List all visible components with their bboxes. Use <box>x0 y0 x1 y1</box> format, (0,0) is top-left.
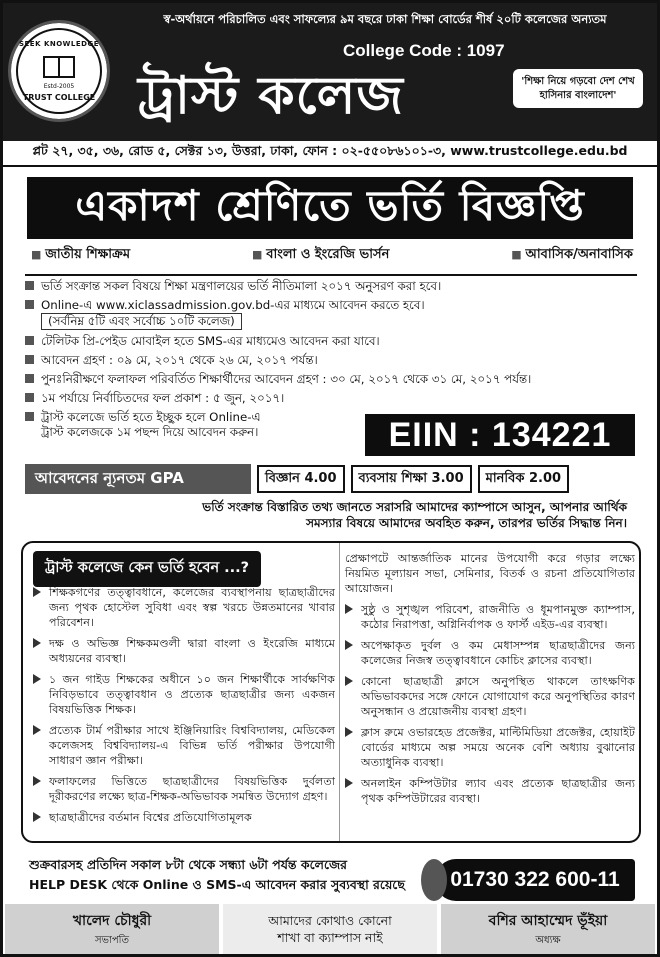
tag-curriculum: ■ জাতীয় শিক্ষাক্রম <box>31 245 130 266</box>
arrow-bullet-icon <box>33 725 41 735</box>
arrow-bullet-icon <box>33 812 41 822</box>
square-bullet-icon <box>25 355 34 364</box>
arrow-bullet-icon <box>33 587 41 597</box>
principal-name: বশির আহাম্মেদ ভূঁইয়া <box>488 912 608 929</box>
slogan-box: 'শিক্ষা নিয়ে গড়বো দেশ শেখ হাসিনার বাংলাদেশ' <box>513 69 643 108</box>
tag-residential: ■ আবাসিক/অনাবাসিক <box>511 245 633 266</box>
rule-item <box>25 388 637 407</box>
list-item-text: অনলাইন কম্পিউটার ল্যাব এবং প্রত্যেক ছাত্রছাত্রীর জন্য পৃথক কম্পিউটারের ব্যবস্থা। <box>361 777 635 805</box>
list-item-text: প্রেক্ষাপটে আন্তর্জাতিক মানের উপযোগী করে গড়ার লক্ষ্যে নিয়মিত মূল্যায়ন সভা, সেমিনার, বিতর্ক ও রচনা প্রতিযোগিতার আয়োজন। <box>345 552 635 595</box>
list-item-text: ১ জন গাইড শিক্ষকের অধীনে ১০ জন শিক্ষার্থীকে সার্বক্ষণিক নিবিড়ভাবে তত্ত্বাবধান ও প্রত্যেক ছাত্রছাত্রীর জন্য একজন বিষয়ভিত্তিক শিক্ষক। <box>49 673 335 716</box>
rule-item <box>25 350 637 369</box>
college-logo <box>11 23 107 119</box>
list-item <box>345 776 635 806</box>
why-left-column <box>33 585 335 831</box>
no-branch-line1: আমাদের কোথাও কোনো <box>268 913 392 928</box>
list-item <box>33 672 335 717</box>
list-item <box>33 723 335 768</box>
square-bullet-icon <box>25 374 34 383</box>
arrow-bullet-icon <box>345 676 353 686</box>
gpa-business: ব্যবসায় শিক্ষা 3.00 <box>351 465 472 493</box>
phone-number-badge[interactable] <box>435 859 635 901</box>
footer <box>3 904 657 954</box>
list-item-text: ছাত্রছাত্রীদের বর্তমান বিশ্বের প্রতিযোগিতামূলক <box>49 811 252 824</box>
college-name: ট্রাস্ট কলেজ <box>138 66 404 126</box>
rule-text: Online-এ www.xiclassadmission.gov.bd-এর মাধ্যমে আবেদন করতে হবে। <box>41 298 425 312</box>
footer-principal <box>441 904 655 954</box>
list-item-text: ক্লাস রুমে ওভারহেড প্রজেক্টর, মাল্টিমিডিয়া প্রজেক্টর, হোয়াইট বোর্ডের মাধ্যমে অল্প সময়ে অনেক বেশি অধ্যায় বুঝানোর অত্যাধুনিক ব্যবস্থা। <box>361 726 635 769</box>
footer-no-branch-note <box>223 904 437 954</box>
notice-banner: একাদশ শ্রেণিতে ভর্তি বিজ্ঞপ্তি <box>27 177 633 239</box>
square-bullet-icon <box>25 393 34 402</box>
gpa-humanities: মানবিক 2.00 <box>478 465 569 493</box>
book-icon <box>43 56 75 78</box>
rule-text-cont: ট্রাস্ট কলেজকে ১ম পছন্দ দিয়ে আবেদন করুন। <box>41 425 259 439</box>
rule-text: ট্রাস্ট কলেজে ভর্তি হতে ইচ্ছুক হলে Online-এ <box>41 410 261 424</box>
list-item-text: সুষ্ঠু ও সুশৃঙ্খল পরিবেশ, রাজনীতি ও ধূমপানমুক্ত ক্যাম্পাস, কঠোর নিরাপত্তা, অগ্নিনির্বাপক ও ফার্স্ট এইড-এর ব্যবস্থা। <box>361 603 635 631</box>
logo-seal <box>16 28 102 114</box>
arrow-bullet-icon <box>345 640 353 650</box>
rule-text: আবেদন গ্রহণ : ০৯ মে, ২০১৭ থেকে ২৬ মে, ২০১৭ পর্যন্ত। <box>41 353 318 367</box>
tagline: স্ব-অর্থায়নে পরিচালিত এবং সাফল্যের ৯ম বছরে ঢাকা শিক্ষা বোর্ডের শীর্ষ ২০টি কলেজের অন্যতম <box>163 12 607 26</box>
tag-version: ■ বাংলা ও ইংরেজি ভার্সন <box>252 245 389 266</box>
principal-role: অধ্যক্ষ <box>535 934 561 946</box>
arrow-bullet-icon <box>33 638 41 648</box>
helpdesk-section <box>19 849 639 905</box>
address-line: প্লট ২৭, ৩৫, ৩৬, রোড ৫, সেক্টর ১৩, উত্তরা, ঢাকা, ফোন : ০২-৫৫০৮৬১০১-৩, www.trustcollege.edu.bd <box>3 141 657 167</box>
college-code: College Code : 1097 <box>343 41 505 60</box>
college-choice-note: (সর্বনিম্ন ৫টি এবং সর্বোচ্চ ১০টি কলেজ) <box>41 313 242 330</box>
arrow-bullet-icon <box>345 778 353 788</box>
arrow-bullet-icon <box>345 604 353 614</box>
column-divider <box>339 543 340 841</box>
no-branch-line2: শাখা বা ক্যাম্পাস নাই <box>277 930 383 945</box>
square-bullet-icon <box>25 281 34 290</box>
gpa-science: বিজ্ঞান 4.00 <box>257 465 345 493</box>
phone-icon <box>421 859 447 901</box>
square-bullet-icon <box>25 336 34 345</box>
square-bullet-icon <box>25 412 34 421</box>
why-title: ট্রাস্ট কলেজে কেন ভর্তি হবেন ...? <box>33 551 261 587</box>
helpdesk-line1: শুক্রবারসহ প্রতিদিন সকাল ৮টা থেকে সন্ধ্যা ৬টা পর্যন্ত কলেজের <box>29 857 348 872</box>
list-item-text: প্রত্যেক টার্ম পরীক্ষার সাথে ইঞ্জিনিয়ারিং বিশ্ববিদ্যালয়, মেডিকেল কলেজসহ বিশ্ববিদ্যালয়-এ বিভিন্ন ভর্তি পরীক্ষার উপযোগী সাধারণ জ্ঞান পরীক্ষা। <box>49 724 335 767</box>
rule-text: ভর্তি সংক্রান্ত সকল বিষয়ে শিক্ষা মন্ত্রণালয়ের ভর্তি নীতিমালা ২০১৭ অনুসরণ করা হবে। <box>41 279 442 293</box>
logo-top-text: SEEK KNOWLEDGE <box>18 40 99 48</box>
list-item-text: ফলাফলের ভিত্তিতে ছাত্রছাত্রীদের বিষয়ভিত্তিক দুর্বলতা দূরীকরণের লক্ষ্যে ছাত্র-শিক্ষক-অভিভাবক সমন্বিত উদ্যোগ গ্রহণ। <box>49 775 335 803</box>
footer-chairman <box>5 904 219 954</box>
list-item <box>33 636 335 666</box>
helpdesk-text <box>29 855 405 895</box>
why-choose-section <box>21 541 641 843</box>
rule-item <box>25 369 637 388</box>
list-item <box>33 774 335 804</box>
gpa-title: আবেদনের ন্যূনতম GPA <box>25 464 251 494</box>
rule-item <box>25 331 637 350</box>
list-item-text: অপেক্ষাকৃত দুর্বল ও কম মেধাসম্পন্ন ছাত্রছাত্রীদের জন্য কলেজের নিজস্ব তত্ত্বাবধানে কোচিং ক্লাসের ব্যবস্থা। <box>361 639 635 667</box>
list-item <box>345 638 635 668</box>
header <box>3 3 657 141</box>
logo-bottom-text: TRUST COLLEGE <box>22 93 96 102</box>
list-item <box>33 585 335 630</box>
list-item-text: শিক্ষকগণের তত্ত্বাবধানে, কলেজের ব্যবস্থাপনায় ছাত্রছাত্রীদের জন্য পৃথক হোস্টেল সুবিধা এবং স্বল্প খরচে উন্নতমানের খাবার পরিবেশন। <box>49 586 335 629</box>
rule-text: ১ম পর্যায়ে নির্বাচিতদের ফল প্রকাশ : ৫ জুন, ২০১৭। <box>41 391 285 405</box>
rule-item <box>25 295 637 331</box>
arrow-bullet-icon <box>33 674 41 684</box>
program-tags <box>31 245 633 266</box>
list-item <box>345 602 635 632</box>
eiin-badge: EIIN : 134221 <box>365 414 635 456</box>
info-note <box>33 499 627 531</box>
phone-number: 01730 322 600-11 <box>450 868 620 891</box>
why-right-column <box>345 551 635 812</box>
info-note-line1: ভর্তি সংক্রান্ত বিস্তারিত তথ্য জানতে সরাসরি আমাদের ক্যাম্পাসে আসুন, আপনার আর্থিক <box>202 500 627 514</box>
chairman-role: সভাপতি <box>94 934 130 946</box>
arrow-bullet-icon <box>33 776 41 786</box>
rule-item <box>25 276 637 295</box>
list-item-text: কোনো ছাত্রছাত্রী ক্লাসে অনুপস্থিত থাকলে তাৎক্ষণিক অভিভাবকদের সঙ্গে ফোনে যোগাযোগ করে অনুপস্থিতির কারণ অনুসন্ধান ও প্রয়োজনীয় ব্যবস্থা গ্রহণ। <box>361 675 635 718</box>
helpdesk-line2: HELP DESK থেকে Online ও SMS-এ আবেদন করার সুব্যবস্থা রয়েছে <box>29 877 405 892</box>
rule-text: পুনঃনিরীক্ষণে ফলাফল পরিবর্তিত শিক্ষার্থীদের আবেদন গ্রহণ : ৩০ মে, ২০১৭ থেকে ৩১ মে, ২০১৭ পর্যন্ত। <box>41 372 532 386</box>
rule-text: টেলিটক প্রি-পেইড মোবাইল হতে SMS-এর মাধ্যমেও আবেদন করা যাবে। <box>41 334 380 348</box>
list-item <box>345 674 635 719</box>
square-bullet-icon <box>25 300 34 309</box>
arrow-bullet-icon <box>345 727 353 737</box>
list-item-continued <box>345 551 635 596</box>
gpa-requirements <box>25 465 569 493</box>
list-item-text: দক্ষ ও অভিজ্ঞ শিক্ষকমণ্ডলী দ্বারা বাংলা ও ইংরেজি মাধ্যমে অধ্যয়নের ব্যবস্থা। <box>49 637 335 665</box>
logo-estd: Estd-2005 <box>43 83 75 90</box>
chairman-name: খালেদ চৌধুরী <box>72 912 152 929</box>
list-item <box>33 810 335 825</box>
info-note-line2: সমস্যার বিষয়ে আমাদের অবহিত করুন, তারপর ভর্তির সিদ্ধান্ত নিন। <box>306 516 627 530</box>
list-item <box>345 725 635 770</box>
